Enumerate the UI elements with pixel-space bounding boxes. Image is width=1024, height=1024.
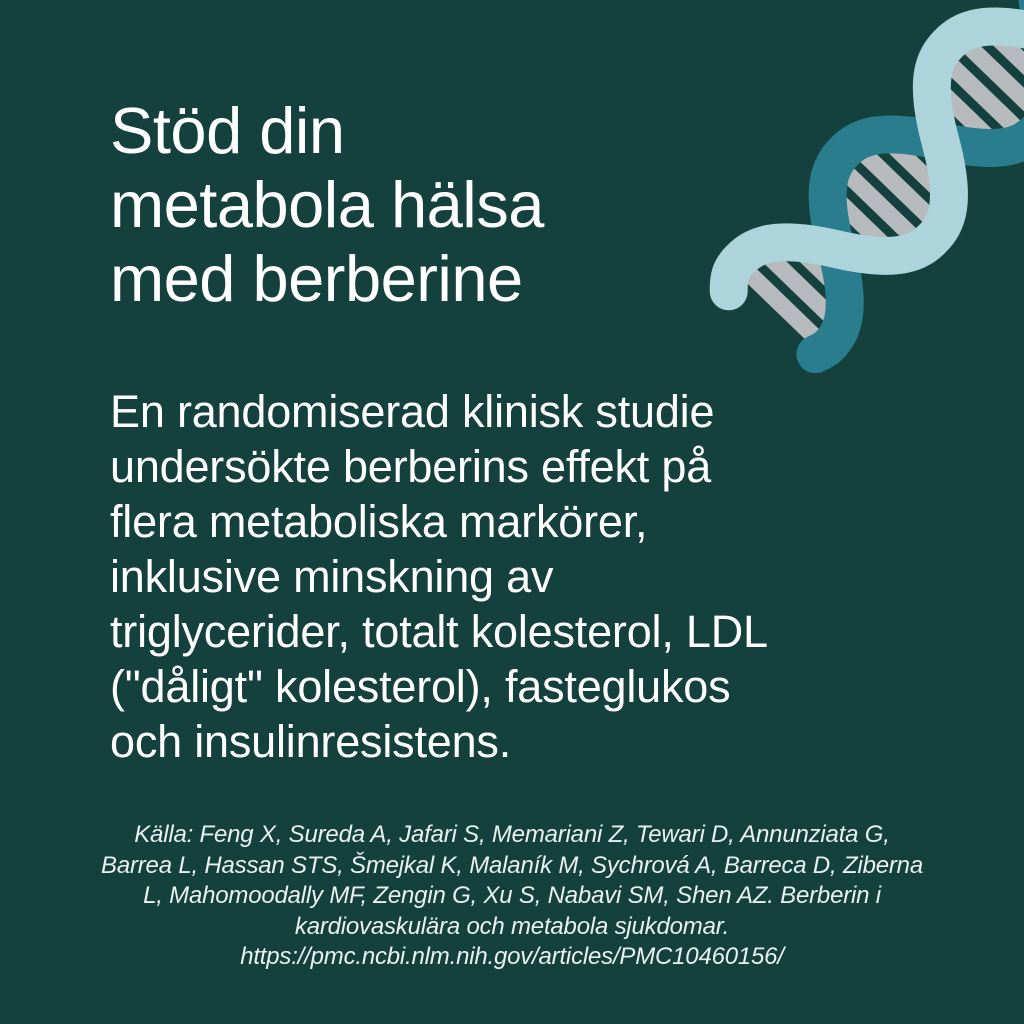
body-line: En randomiserad klinisk studie <box>110 386 715 437</box>
dna-strand-dark <box>729 0 1024 357</box>
citation-line: kardiovaskulära och metabola sjukdomar. <box>294 912 730 940</box>
title-line: med berberine <box>110 242 523 315</box>
body-line: inklusive minskning av <box>110 551 554 602</box>
body-line: och insulinresistens. <box>110 716 511 767</box>
title-line: Stöd din <box>110 94 345 167</box>
body-line: undersökte berberins effekt på <box>110 441 712 492</box>
dna-strand-light <box>719 0 1024 368</box>
source-citation <box>62 820 962 973</box>
citation-line: Källa: Feng X, Sureda A, Jafari S, Memariani Z, Tewari D, Annunziata G, <box>134 821 890 848</box>
citation-line: L, Mahomoodally MF, Zengin G, Xu S, Nabavi SM, Shen AZ. Berberin i <box>143 882 881 909</box>
citation-line: Barrea L, Hassan STS, Šmejkal K, Malaník M, Sychrová A, Barreca D, Ziberna <box>101 851 923 879</box>
body-line: triglycerider, totalt kolesterol, LDL <box>110 606 768 657</box>
body-line: ("dåligt" kolesterol), fasteglukos <box>110 661 731 712</box>
body-text <box>110 384 768 769</box>
title-line: metabola hälsa <box>110 168 544 241</box>
citation-url: https://pmc.ncbi.nlm.nih.gov/articles/PMC10460156/ <box>240 943 784 970</box>
body-line: flera metaboliska markörer, <box>110 496 648 547</box>
dna-rungs <box>733 0 1024 352</box>
page-title <box>110 94 544 316</box>
